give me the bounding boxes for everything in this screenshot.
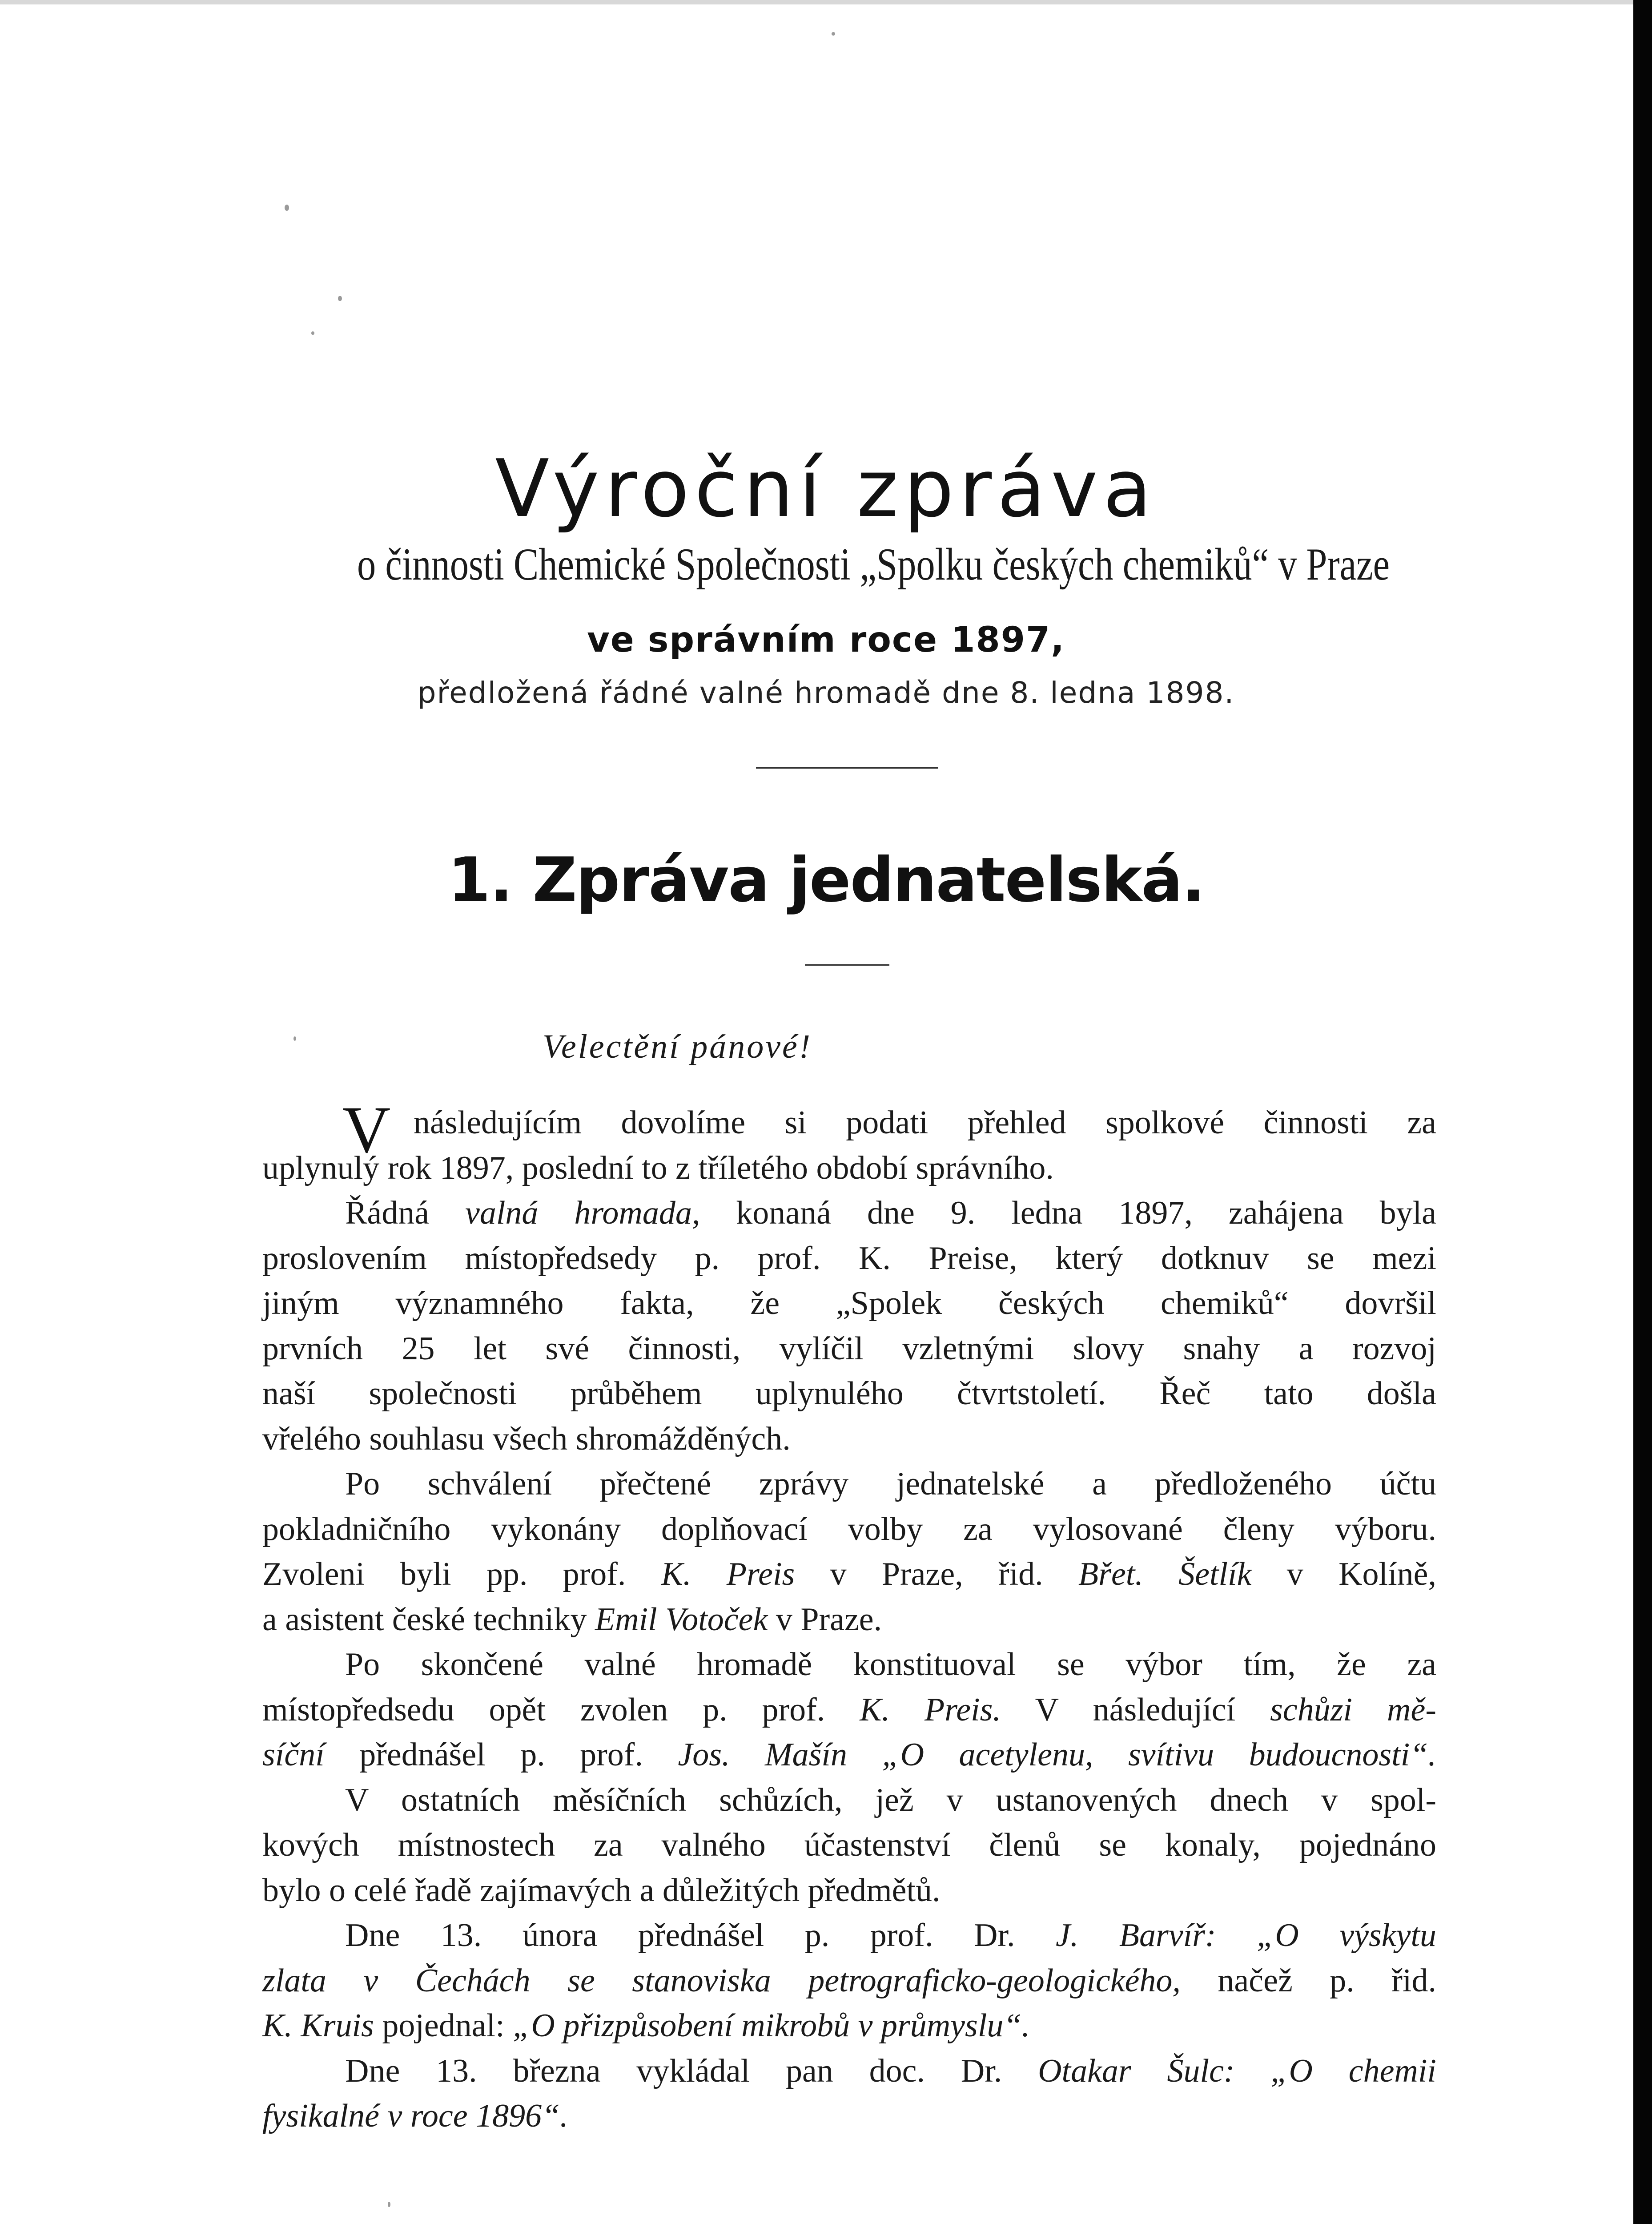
salutation: Velectění pánové! bbox=[543, 1028, 812, 1065]
body-line: Dne 13. března vykládal pan doc. Dr. Otakar Šulc: „O chemii bbox=[345, 2052, 1436, 2089]
scan-speck bbox=[338, 296, 342, 301]
scan-top-edge bbox=[0, 0, 1652, 4]
body-line: síční přednášel p. prof. Jos. Mašín „O acetylenu, svítivu budoucnosti“. bbox=[262, 1736, 1436, 1773]
report-presented-line: předložená řádné valné hromadě dne 8. ledna 1898. bbox=[417, 676, 1235, 710]
body-line: kových místnostech za valného účastenství členů se konaly, pojednáno bbox=[262, 1827, 1436, 1863]
scan-right-border bbox=[1633, 0, 1652, 2224]
body-line: fysikalné v roce 1896“. bbox=[262, 2098, 568, 2134]
body-line: bylo o celé řadě zajímavých a důležitých předmětů. bbox=[262, 1872, 941, 1909]
body-line: K. Kruis pojednal: „O přizpůsobení mikrobů v průmyslu“. bbox=[262, 2007, 1030, 2044]
body-line: proslovením místopředsedy p. prof. K. Preise, který dotknuv se mezi bbox=[262, 1240, 1436, 1277]
report-body bbox=[262, 1100, 1436, 2139]
body-line: Zvoleni byli pp. prof. K. Preis v Praze, řid. Břet. Šetlík v Kolíně, bbox=[262, 1556, 1436, 1592]
report-title: Výroční zpráva bbox=[495, 443, 1157, 535]
scan-speck bbox=[388, 2202, 390, 2207]
body-line: vřelého souhlasu všech shromážděných. bbox=[262, 1420, 791, 1457]
scan-speck bbox=[832, 32, 835, 36]
body-line: místopředsedu opět zvolen p. prof. K. Preis. V následující schůzi mě- bbox=[262, 1691, 1436, 1728]
body-line: naší společnosti průběhem uplynulého čtvrtstoletí. Řeč tato došla bbox=[262, 1375, 1436, 1412]
scan-speck bbox=[285, 205, 289, 211]
body-line: Dne 13. února přednášel p. prof. Dr. J. Barvíř: „O výskytu bbox=[345, 1917, 1436, 1954]
scan-speck bbox=[311, 331, 314, 335]
body-line: Po schválení přečtené zprávy jednatelské a předloženého účtu bbox=[345, 1466, 1436, 1502]
body-line: uplynulý rok 1897, poslední to z tříletého období správního. bbox=[262, 1149, 1054, 1186]
drop-initial: V bbox=[342, 1093, 391, 1167]
scan-speck bbox=[293, 1036, 296, 1041]
body-line: a asistent české techniky Emil Votoček v Praze. bbox=[262, 1601, 882, 1638]
section-heading: 1. Zpráva jednatelská. bbox=[447, 844, 1204, 916]
body-line: V ostatních měsíčních schůzích, jež v ustanovených dnech v spol- bbox=[345, 1781, 1436, 1818]
report-year-line: ve správním roce 1897, bbox=[587, 620, 1065, 660]
body-line: jiným významného fakta, že „Spolek českých chemiků“ dovršil bbox=[262, 1285, 1436, 1322]
body-line: následujícím dovolíme si podati přehled spolkové činnosti za bbox=[414, 1104, 1436, 1141]
report-subtitle: o činnosti Chemické Společnosti „Spolku českých chemiků“ v Praze bbox=[357, 539, 1390, 590]
section-divider bbox=[805, 964, 889, 966]
body-line: Řádná valná hromada, konaná dne 9. ledna 1897, zahájena byla bbox=[345, 1195, 1436, 1231]
body-line: prvních 25 let své činnosti, vylíčil vzletnými slovy snahy a rozvoj bbox=[262, 1330, 1436, 1367]
body-line: pokladničního vykonány doplňovací volby za vylosované členy výboru. bbox=[262, 1511, 1436, 1547]
header-divider bbox=[756, 767, 938, 769]
body-line: Po skončené valné hromadě konstituoval se výbor tím, že za bbox=[345, 1646, 1436, 1683]
body-line: zlata v Čechách se stanoviska petrograficko-geologického, načež p. řid. bbox=[262, 1962, 1436, 1999]
